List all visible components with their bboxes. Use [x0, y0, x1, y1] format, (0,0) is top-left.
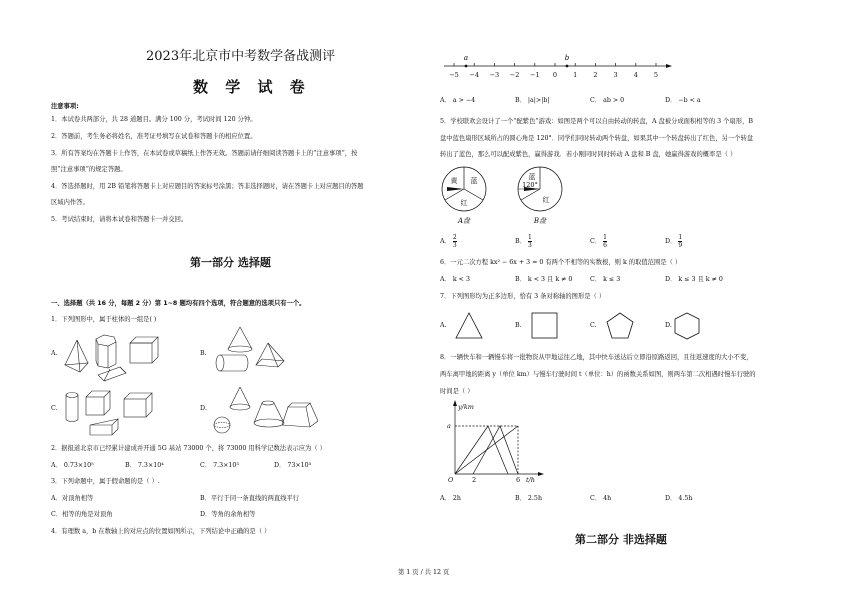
- q1-label-d: D.: [200, 405, 207, 412]
- q5-option-d-letter: D．: [665, 238, 677, 245]
- equilateral-triangle: [456, 313, 482, 338]
- q6-stem: 6．一元二次方程 kx² − 6x + 3 = 0 有两个不相等的实数根，则 k 的取值范围是（ ）: [440, 259, 682, 266]
- q4-option-a[interactable]: A． a > −4: [440, 97, 476, 104]
- regular-pentagon: [607, 313, 633, 338]
- q8-origin: O: [448, 476, 454, 484]
- q5-option-c-frac: [603, 234, 607, 249]
- q5-option-d-den: 9: [678, 242, 683, 249]
- part1-title: 第一部分 选择题: [190, 256, 271, 269]
- q5-option-a-num: 2: [452, 234, 457, 241]
- q1-figure-d: [210, 385, 340, 440]
- number-line-tick-label: −5: [449, 71, 459, 79]
- q5-option-d[interactable]: [665, 234, 682, 249]
- q5-option-c-num: 1: [603, 234, 607, 241]
- q5-option-c-den: 6: [603, 242, 607, 249]
- number-line-tick-label: 2: [593, 71, 598, 79]
- q2-option-a[interactable]: A． 0.73×10⁵: [51, 462, 94, 469]
- q4-option-b[interactable]: B． |a|>|b|: [515, 97, 550, 104]
- q8-xtick-6: 6: [516, 476, 521, 484]
- point-b-dot: [566, 65, 569, 68]
- q7-label-c[interactable]: C.: [590, 322, 597, 329]
- disk-b-red: 红: [542, 196, 550, 204]
- notice-1: 1．本试卷共两部分，共 28 道题目。满分 100 分，考试时间 120 分钟。: [51, 116, 257, 123]
- q6-option-a[interactable]: A． k < 3: [440, 276, 470, 283]
- number-line-tick-label: −2: [509, 71, 520, 79]
- number-line-tick-label: −3: [489, 71, 500, 79]
- q2-option-b[interactable]: B． 7.3×10⁴: [125, 462, 164, 469]
- q8-stem-1: 8．一辆快车和一辆慢车将一批物资从甲地运往乙地，其中快车送达后立即沿原路返回，且往返速度的大小不变，: [440, 354, 753, 361]
- q7-stem: 7．下列图形均为正多边形，恰有 3 条对称轴的图形是（ ）: [440, 293, 606, 300]
- q7-label-d[interactable]: D.: [665, 322, 672, 329]
- q1-label-c: C.: [51, 405, 58, 412]
- disk-b-angle: 120°: [522, 181, 538, 189]
- q5-option-a-den: 3: [452, 242, 457, 249]
- q8-option-d[interactable]: D． 4.5h: [665, 495, 693, 502]
- q5-stem-3: 转出了蓝色，那么可以配成紫色，赢得游戏．若小刚同时同时转动 A 盘和 B 盘，她赢得游戏的概率是（ ）: [440, 151, 737, 158]
- q1-figure-b: [210, 325, 340, 380]
- number-line-tick-label: 1: [573, 71, 578, 79]
- q5-option-b-frac: [528, 234, 532, 249]
- q5-stem-2: 盘中蓝色扇形区域所占的圆心角是 120°．同学们同时转动两个转盘，如果其中一个转盘转出了红色，另一个转盘: [440, 135, 754, 142]
- q3-option-b[interactable]: B．平行于同一条直线的两直线平行: [200, 495, 300, 502]
- q1-stem: 1．下列图形中，属于柱体的一组是( ): [51, 316, 157, 323]
- q8-option-c[interactable]: C． 4h: [590, 495, 612, 502]
- q7-label-b[interactable]: B.: [515, 322, 522, 329]
- q4-number-line: [440, 52, 675, 82]
- disk-a-caption: A盘: [457, 217, 471, 225]
- q5-spinners: [440, 164, 560, 228]
- exam-title: 2023年北京市中考数学备战测评: [146, 49, 336, 64]
- q5-option-b-den: 3: [527, 242, 532, 249]
- square: [532, 313, 557, 338]
- q2-option-d[interactable]: D． 73×10³: [274, 462, 312, 469]
- disk-a-red: 红: [460, 199, 468, 207]
- disk-b-blue: 蓝: [528, 173, 536, 181]
- notice-heading: 注意事项:: [51, 103, 79, 110]
- notice-3-cont: 照“注意事项”的规定答题。: [51, 166, 127, 173]
- part2-title: 第二部分 非选择题: [575, 533, 667, 546]
- q1-label-a: A.: [51, 350, 58, 357]
- q2-stem: 2．据报道北京市已经累计建成并开通 5G 基站 73000 个，将 73000 用科学记数法表示应为（ ）: [51, 445, 326, 452]
- number-line-tick-label: 4: [633, 71, 638, 79]
- point-b-label: b: [564, 54, 570, 62]
- point-a-dot: [465, 65, 468, 68]
- notice-4-cont: 区域内作答。: [51, 199, 89, 206]
- q4-stem: 4．有理数 a，b 在数轴上的对应点的位置如图所示，下列结论中正确的是（ ）: [51, 528, 271, 535]
- section1-intro: 一、选择题（共 16 分，每题 2 分）第 1~8 题均有四个选项，符合题意的选项只有一个。: [51, 300, 306, 307]
- q4-option-d[interactable]: D． −b < a: [665, 97, 701, 104]
- number-line-tick-label: 5: [653, 71, 659, 79]
- disk-a-yellow: 黄: [450, 177, 458, 185]
- q6-option-b[interactable]: B． k < 3 且 k ≠ 0: [515, 276, 573, 283]
- q5-option-b-num: 1: [527, 234, 532, 241]
- number-line-tick-label: 0: [552, 71, 558, 79]
- disk-a-blue: 蓝: [470, 177, 478, 185]
- q1-figure-a: [60, 325, 190, 380]
- notice-4: 4．答选择题时，用 2B 铅笔将答题卡上对应题目的答案标号涂黑；答非选择题时，请在答题卡上对应题目的答题: [51, 183, 364, 190]
- paper-title: 数 学 试 卷: [193, 78, 311, 96]
- notice-2: 2．答题前，考生务必将姓名，准考证号填写在试卷和答题卡的相应位置。: [51, 133, 257, 140]
- q6-option-c[interactable]: C． k ≤ 3: [590, 276, 621, 283]
- number-line-tick-label: 3: [613, 71, 618, 79]
- q8-stem-3: 时间是（ ）: [440, 388, 474, 395]
- page-footer: 第 1 页 / 共 12 页: [398, 569, 450, 576]
- q5-option-b[interactable]: [515, 234, 532, 249]
- q5-option-a-frac: [453, 234, 457, 249]
- q3-option-d[interactable]: D．等角的余角相等: [200, 511, 256, 518]
- q5-option-a-letter: A．: [440, 238, 451, 245]
- q7-label-a[interactable]: A.: [440, 322, 447, 329]
- q5-option-b-letter: B．: [515, 238, 526, 245]
- q5-stem-1: 5．学校联欢会设计了一个“配紫色”游戏：如图是两个可以自由转动的转盘，A 盘被分成面积相等的 3 个扇形，B: [440, 118, 753, 125]
- q8-ylabel: y/km: [458, 403, 474, 411]
- notice-3: 3．所有答案均在答题卡上作答，在本试卷或草稿纸上作答无效。答题前请仔细阅读答题卡上的“注意事项”，按: [51, 150, 358, 157]
- q8-option-b[interactable]: B． 2.5h: [515, 495, 542, 502]
- q8-xtick-2: 2: [472, 476, 477, 484]
- q8-ymark: a: [447, 422, 451, 430]
- q3-option-c[interactable]: C．相等的角是对顶角: [51, 511, 113, 518]
- q1-figure-c: [60, 385, 190, 440]
- q8-option-a[interactable]: A． 2h: [440, 495, 461, 502]
- regular-hexagon: [675, 313, 699, 339]
- q8-xlabel: t/h: [526, 476, 535, 484]
- q5-option-d-frac: [678, 234, 682, 249]
- q5-option-c[interactable]: [590, 234, 607, 249]
- number-line-tick-label: −4: [469, 71, 479, 79]
- point-a-label: a: [463, 54, 469, 62]
- q8-stem-2: 两车离甲地的距离 y（单位 km）与慢车行驶时间 t（单位：h）的函数关系如图，则两车第二次相遇时慢车行驶的: [440, 371, 756, 378]
- disk-b-caption: B盘: [533, 217, 547, 225]
- q8-graph: [440, 398, 550, 488]
- q3-option-a[interactable]: A．对顶角相等: [51, 495, 94, 502]
- q2-option-c[interactable]: C． 7.3×10³: [200, 462, 239, 469]
- q5-option-c-letter: C．: [590, 238, 602, 245]
- q3-stem: 3．下列命题中，属于假命题的是（ ）.: [51, 478, 160, 485]
- number-line-tick-label: −1: [530, 71, 540, 79]
- q6-option-d[interactable]: D． k ≤ 3 且 k ≠ 0: [665, 276, 723, 283]
- q4-option-c[interactable]: C． ab > 0: [590, 97, 625, 104]
- q1-label-b: B.: [200, 350, 207, 357]
- q7-polygons: [455, 310, 735, 344]
- q5-option-d-num: 1: [678, 234, 683, 241]
- q5-option-a[interactable]: [440, 234, 457, 249]
- notice-5: 5．考试结束时，请将本试卷和答题卡一并交回。: [51, 216, 188, 223]
